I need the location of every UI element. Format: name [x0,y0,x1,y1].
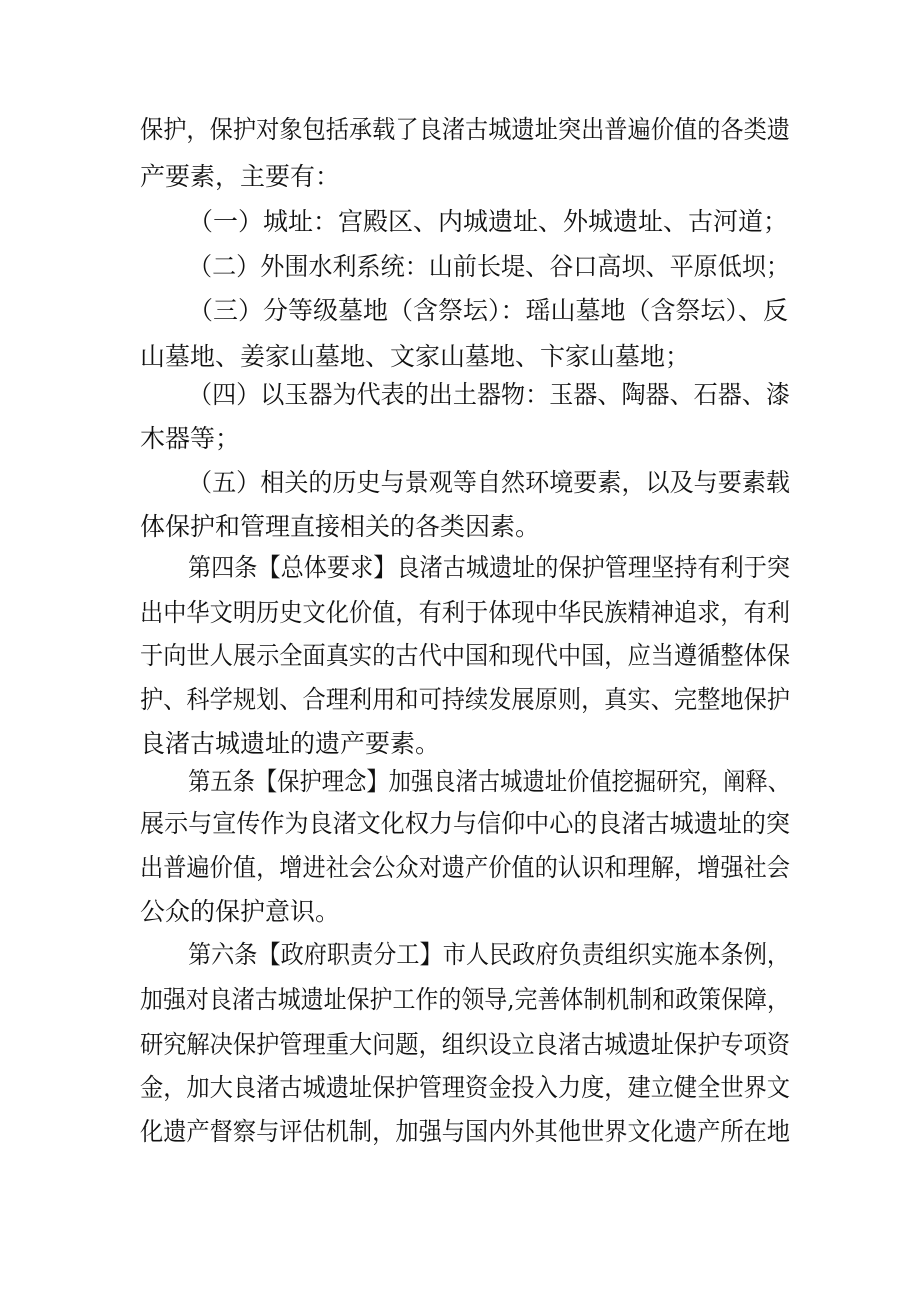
text-line: 出中华文明历史文化价值，有利于体现中华民族精神追求，有利 [140,598,791,627]
text-line: 化遗产督察与评估机制，加强与国内外其他世界文化遗产所在地 [140,1117,791,1146]
text-line: 产要素，主要有： [140,162,341,191]
text-line: （三）分等级墓地（含祭坛）：瑶山墓地（含祭坛）、反 [188,296,789,325]
text-line: 于向世人展示全面真实的古代中国和现代中国，应当遵循整体保 [140,641,791,670]
text-line: 保护，保护对象包括承载了良渚古城遗址突出普遍价值的各类遗 [140,115,791,144]
text-line: （四）以玉器为代表的出土器物：玉器、陶器、石器、漆 [188,380,791,409]
text-line: 木器等； [140,424,241,453]
text-line: 护、科学规划、合理利用和可持续发展原则，真实、完整地保护 [140,685,791,714]
text-line: 金，加大良渚古城遗址保护管理资金投入力度，建立健全世界文 [140,1073,791,1102]
text-line: 展示与宣传作为良渚文化权力与信仰中心的良渚古城遗址的突 [140,809,791,838]
text-line: 山墓地、姜家山墓地、文家山墓地、卞家山墓地； [140,342,691,371]
text-line: （五）相关的历史与景观等自然环境要素，以及与要素载 [188,468,791,497]
text-line: 体保护和管理直接相关的各类因素。 [140,512,541,541]
text-line: （二）外围水利系统：山前长堤、谷口高坝、平原低坝； [188,252,791,281]
text-line: 加强对良渚古城遗址保护工作的领导,完善体制机制和政策保障， [140,985,790,1014]
text-line: 公众的保护意识。 [140,897,341,926]
text-line: 研究解决保护管理重大问题，组织设立良渚古城遗址保护专项资 [140,1030,791,1059]
text-line: 第六条【政府职责分工】市人民政府负责组织实施本条例， [188,940,791,969]
text-line: （一）城址：宫殿区、内城遗址、外城遗址、古河道； [188,207,789,236]
text-line: 出普遍价值，增进社会公众对遗产价值的认识和理解，增强社会 [140,853,791,882]
text-line: 第五条【保护理念】加强良渚古城遗址价值挖掘研究，阐释、 [188,767,791,796]
text-line: 第四条【总体要求】良渚古城遗址的保护管理坚持有利于突 [188,553,791,582]
text-line: 良渚古城遗址的遗产要素。 [140,729,441,758]
